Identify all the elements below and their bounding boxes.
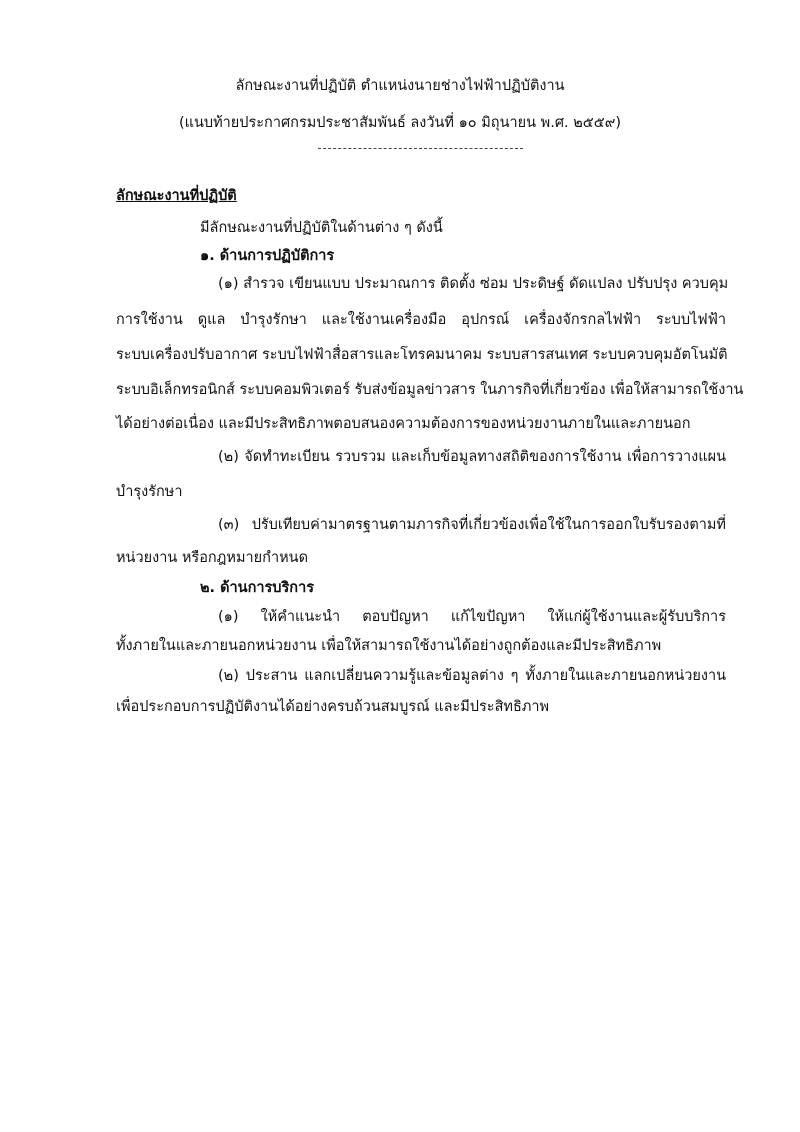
section-heading: ลักษณะงานที่ปฏิบัติ: [116, 188, 237, 204]
services-item1-line2: ทั้งภายในและภายนอกหน่วยงาน เพื่อให้สามารถใช้งานได้อย่างถูกต้องและมีประสิทธิภาพ: [116, 638, 662, 654]
title-divider: [318, 148, 523, 149]
operations-item1-line1: (๑) สำรวจ เขียนแบบ ประมาณการ ติดตั้ง ซ่อม ประดิษฐ์ ดัดแปลง ปรับปรุง ควบคุม: [218, 276, 729, 292]
operations-item1-line4: ระบบอิเล็กทรอนิกส์ ระบบคอมพิวเตอร์ รับส่งข้อมูลข่าวสาร ในภารกิจที่เกี่ยวข้อง เพื่อให้สามารถใช้งาน: [116, 382, 744, 398]
operations-heading: ๑. ด้านการปฏิบัติการ: [200, 248, 335, 264]
operations-item2-line2: บำรุงรักษา: [116, 484, 183, 500]
services-item1-line1: (๑) ให้คำแนะนำ ตอบปัญหา แก้ไขปัญหา ให้แก่ผู้ใช้งานและผู้รับบริการ: [218, 609, 726, 625]
document-title: ลักษณะงานที่ปฏิบัติ ตำแหน่งนายช่างไฟฟ้าปฏิบัติงาน: [235, 78, 565, 94]
services-item2-line2: เพื่อประกอบการปฏิบัติงานได้อย่างครบถ้วนสมบูรณ์ และมีประสิทธิภาพ: [116, 699, 550, 715]
document-subtitle: (แนบท้ายประกาศกรมประชาสัมพันธ์ ลงวันที่ ๑๐ มิถุนายน พ.ศ. ๒๕๕๙): [178, 115, 622, 131]
services-heading: ๒. ด้านการบริการ: [200, 580, 314, 596]
operations-item2-line1: (๒) จัดทำทะเบียน รวบรวม และเก็บข้อมูลทางสถิติของการใช้งาน เพื่อการวางแผน: [218, 449, 726, 465]
operations-item1-line2: การใช้งาน ดูแล บำรุงรักษา และใช้งานเครื่องมือ อุปกรณ์ เครื่องจักรกลไฟฟ้า ระบบไฟฟ้า: [116, 312, 726, 328]
intro-text: มีลักษณะงานที่ปฏิบัติในด้านต่าง ๆ ดังนี้: [200, 220, 443, 236]
operations-item3-line2: หน่วยงาน หรือกฎหมายกำหนด: [116, 550, 308, 566]
operations-item1-line5: ได้อย่างต่อเนื่อง และมีประสิทธิภาพตอบสนองความต้องการของหน่วยงานภายในและภายนอก: [116, 416, 691, 432]
operations-item1-line3: ระบบเครื่องปรับอากาศ ระบบไฟฟ้าสื่อสารและโทรคมนาคม ระบบสารสนเทศ ระบบควบคุมอัตโนมัติ: [116, 347, 728, 363]
operations-item3-line1: (๓) ปรับเทียบค่ามาตรฐานตามภารกิจที่เกี่ยวข้องเพื่อใช้ในการออกใบรับรองตามที่: [218, 517, 726, 533]
services-item2-line1: (๒) ประสาน แลกเปลี่ยนความรู้และข้อมูลต่าง ๆ ทั้งภายในและภายนอกหน่วยงาน: [218, 668, 726, 684]
